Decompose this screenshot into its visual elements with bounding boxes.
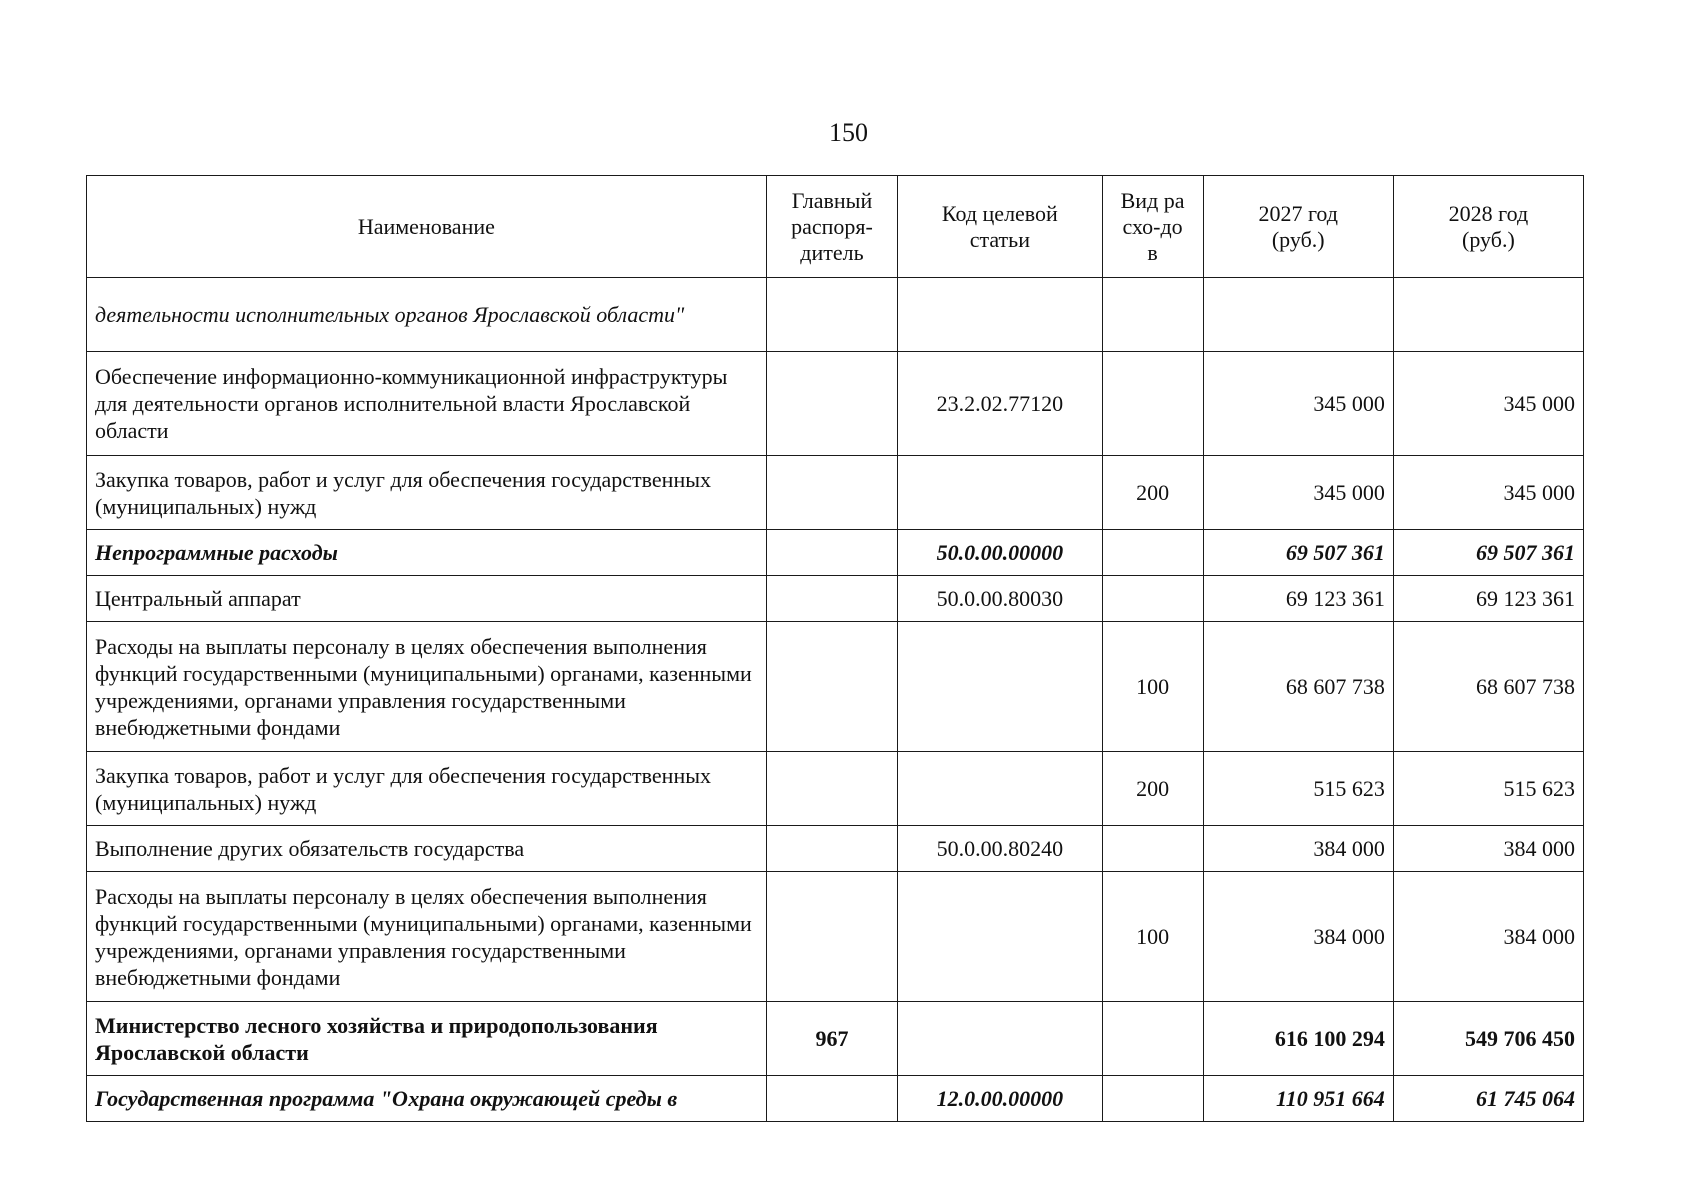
cell-manager (766, 278, 897, 352)
table-row (87, 530, 1584, 576)
cell-manager (766, 456, 897, 530)
table-row (87, 352, 1584, 456)
budget-table (86, 175, 1584, 1122)
cell-type (1102, 278, 1203, 352)
cell-y2027: 515 623 (1203, 752, 1393, 826)
cell-y2028: 345 000 (1393, 352, 1583, 456)
cell-name: Государственная программа "Охрана окружающей среды в (87, 1076, 767, 1122)
cell-code: 12.0.00.00000 (898, 1076, 1102, 1122)
cell-manager (766, 352, 897, 456)
cell-type: 200 (1102, 456, 1203, 530)
cell-y2027: 384 000 (1203, 826, 1393, 872)
cell-code: 23.2.02.77120 (898, 352, 1102, 456)
cell-manager (766, 872, 897, 1002)
cell-name: Закупка товаров, работ и услуг для обеспечения государственных (муниципальных) нужд (87, 456, 767, 530)
cell-y2027: 110 951 664 (1203, 1076, 1393, 1122)
table-row (87, 1002, 1584, 1076)
cell-name: деятельности исполнительных органов Ярославской области" (87, 278, 767, 352)
header-name: Наименование (87, 176, 767, 278)
cell-manager (766, 622, 897, 752)
header-code-text: Код целевой статьи (941, 200, 1058, 252)
cell-y2028: 69 507 361 (1393, 530, 1583, 576)
header-row (87, 176, 1584, 278)
cell-name: Расходы на выплаты персоналу в целях обеспечения выполнения функций государственными (муниципальными) органами, казенными учреждениями, органами управления государственными внебюджетными фондами (87, 872, 767, 1002)
cell-type (1102, 530, 1203, 576)
header-type (1102, 176, 1203, 278)
cell-manager (766, 530, 897, 576)
cell-name: Выполнение других обязательств государства (87, 826, 767, 872)
header-2027-text: 2027 год (руб.) (1258, 200, 1338, 252)
cell-code (898, 1002, 1102, 1076)
table-row (87, 576, 1584, 622)
cell-y2028: 345 000 (1393, 456, 1583, 530)
cell-code: 50.0.00.80030 (898, 576, 1102, 622)
header-2027 (1203, 176, 1393, 278)
cell-manager (766, 576, 897, 622)
cell-y2027: 68 607 738 (1203, 622, 1393, 752)
cell-y2027: 345 000 (1203, 352, 1393, 456)
cell-code (898, 752, 1102, 826)
cell-type (1102, 352, 1203, 456)
cell-name: Центральный аппарат (87, 576, 767, 622)
cell-y2028: 384 000 (1393, 826, 1583, 872)
header-manager-text: Главный распоря-дитель (791, 187, 873, 265)
table-body (87, 278, 1584, 1122)
header-manager (766, 176, 897, 278)
header-2028 (1393, 176, 1583, 278)
table-row (87, 752, 1584, 826)
cell-code (898, 622, 1102, 752)
cell-y2028: 384 000 (1393, 872, 1583, 1002)
cell-y2027: 69 507 361 (1203, 530, 1393, 576)
cell-type (1102, 1002, 1203, 1076)
cell-manager (766, 1076, 897, 1122)
header-type-text: Вид расхо-дов (1120, 187, 1185, 265)
cell-type (1102, 826, 1203, 872)
page-number: 150 (829, 118, 868, 147)
cell-code: 50.0.00.00000 (898, 530, 1102, 576)
table-row (87, 456, 1584, 530)
cell-type: 100 (1102, 622, 1203, 752)
cell-code (898, 278, 1102, 352)
cell-code: 50.0.00.80240 (898, 826, 1102, 872)
cell-name: Обеспечение информационно-коммуникационной инфраструктуры для деятельности органов исполнительной власти Ярославской области (87, 352, 767, 456)
cell-y2027: 345 000 (1203, 456, 1393, 530)
cell-y2027: 616 100 294 (1203, 1002, 1393, 1076)
cell-y2027: 69 123 361 (1203, 576, 1393, 622)
cell-name: Расходы на выплаты персоналу в целях обеспечения выполнения функций государственными (муниципальными) органами, казенными учреждениями, органами управления государственными внебюджетными фондами (87, 622, 767, 752)
cell-type: 200 (1102, 752, 1203, 826)
cell-manager: 967 (766, 1002, 897, 1076)
cell-type: 100 (1102, 872, 1203, 1002)
cell-y2028: 61 745 064 (1393, 1076, 1583, 1122)
cell-name: Министерство лесного хозяйства и природопользования Ярославской области (87, 1002, 767, 1076)
cell-y2028: 69 123 361 (1393, 576, 1583, 622)
cell-y2028: 549 706 450 (1393, 1002, 1583, 1076)
table-row (87, 1076, 1584, 1122)
cell-name: Непрограммные расходы (87, 530, 767, 576)
cell-type (1102, 576, 1203, 622)
table-row (87, 622, 1584, 752)
table-row (87, 278, 1584, 352)
cell-name: Закупка товаров, работ и услуг для обеспечения государственных (муниципальных) нужд (87, 752, 767, 826)
cell-code (898, 872, 1102, 1002)
table-row (87, 872, 1584, 1002)
cell-manager (766, 826, 897, 872)
header-2028-text: 2028 год (руб.) (1448, 200, 1529, 252)
cell-y2028 (1393, 278, 1583, 352)
table-row (87, 826, 1584, 872)
cell-code (898, 456, 1102, 530)
cell-y2027 (1203, 278, 1393, 352)
cell-manager (766, 752, 897, 826)
header-code (898, 176, 1102, 278)
cell-y2027: 384 000 (1203, 872, 1393, 1002)
cell-y2028: 68 607 738 (1393, 622, 1583, 752)
cell-y2028: 515 623 (1393, 752, 1583, 826)
cell-type (1102, 1076, 1203, 1122)
